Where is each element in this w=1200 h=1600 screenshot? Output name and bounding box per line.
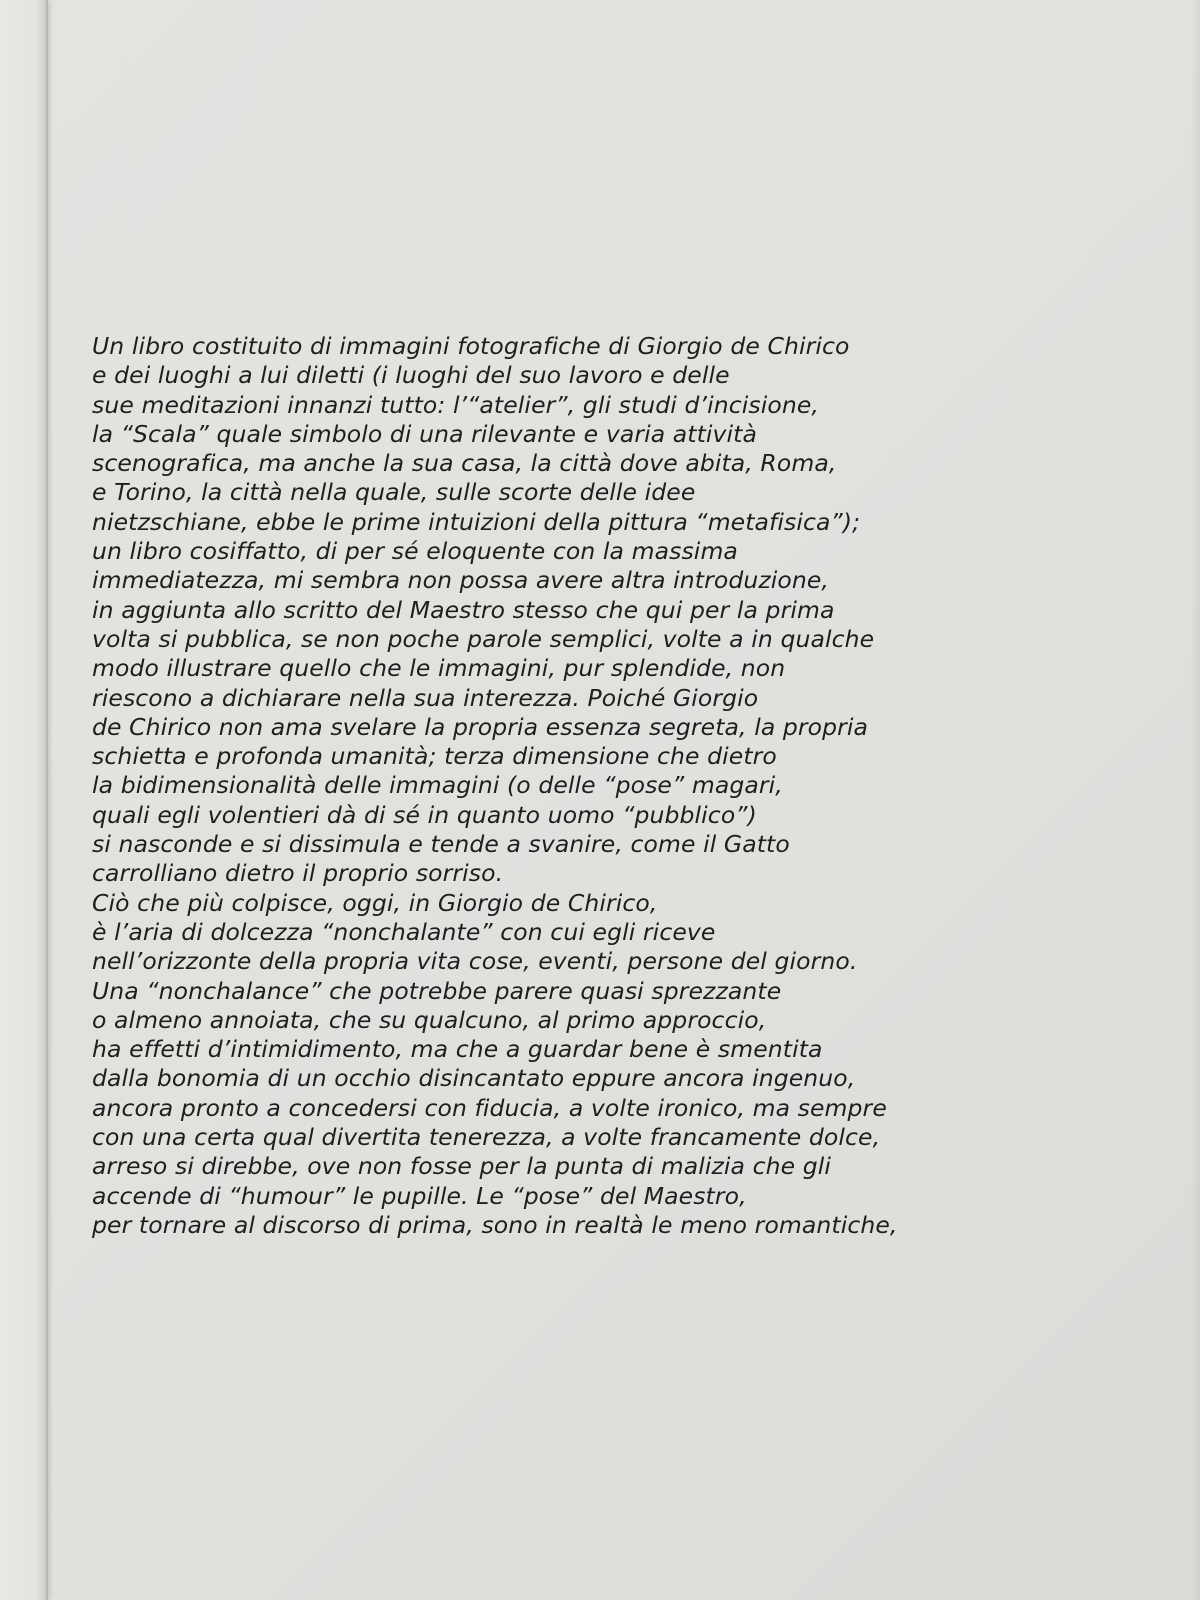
text-line: nell’orizzonte della propria vita cose, eventi, persone del giorno.: [92, 947, 858, 976]
text-line: ancora pronto a concedersi con fiducia, a volte ironico, ma sempre: [92, 1093, 887, 1122]
text-line: e dei luoghi a lui diletti (i luoghi del suo lavoro e delle: [92, 361, 730, 390]
text-line: la bidimensionalità delle immagini (o delle “pose” magari,: [92, 771, 783, 800]
text-line: sue meditazioni innanzi tutto: l’“atelier”, gli studi d’incisione,: [92, 390, 819, 419]
text-line: ha effetti d’intimidimento, ma che a guardar bene è smentita: [92, 1035, 823, 1064]
text-line: riescono a dichiarare nella sua interezza. Poiché Giorgio: [92, 683, 759, 712]
text-line: e Torino, la città nella quale, sulle scorte delle idee: [92, 478, 696, 507]
text-line: nietzschiane, ebbe le prime intuizioni della pittura “metafisica”);: [92, 507, 861, 536]
text-line: arreso si direbbe, ove non fosse per la punta di malizia che gli: [92, 1152, 832, 1181]
text-line: in aggiunta allo scritto del Maestro stesso che qui per la prima: [92, 595, 835, 624]
book-binding-gutter: [0, 0, 48, 1600]
text-line: con una certa qual divertita tenerezza, a volte francamente dolce,: [92, 1123, 881, 1152]
text-line: modo illustrare quello che le immagini, pur splendide, non: [92, 654, 786, 683]
text-line: schietta e profonda umanità; terza dimensione che dietro: [92, 742, 777, 771]
text-line: si nasconde e si dissimula e tende a svanire, come il Gatto: [92, 830, 790, 859]
text-line: Una “nonchalance” che potrebbe parere quasi sprezzante: [92, 976, 782, 1005]
text-line: dalla bonomia di un occhio disincantato eppure ancora ingenuo,: [92, 1064, 856, 1093]
body-text: [92, 332, 1032, 1240]
text-line: o almeno annoiata, che su qualcuno, al primo approccio,: [92, 1005, 767, 1034]
text-line: accende di “humour” le pupille. Le “pose” del Maestro,: [92, 1181, 747, 1210]
text-line: Un libro costituito di immagini fotografiche di Giorgio de Chirico: [92, 332, 850, 360]
text-line: de Chirico non ama svelare la propria essenza segreta, la propria: [92, 712, 869, 741]
text-line: è l’aria di dolcezza “nonchalante” con cui egli riceve: [92, 917, 716, 946]
text-line: Ciò che più colpisce, oggi, in Giorgio de Chirico,: [92, 888, 658, 917]
text-line: la “Scala” quale simbolo di una rilevante e varia attività: [92, 419, 757, 448]
text-line: quali egli volentieri dà di sé in quanto uomo “pubblico”): [92, 800, 757, 829]
text-line: un libro cosiffatto, di per sé eloquente con la massima: [92, 537, 738, 566]
text-line: carrolliano dietro il proprio sorriso.: [92, 859, 504, 888]
text-line: volta si pubblica, se non poche parole semplici, volte a in qualche: [92, 624, 875, 653]
text-line: per tornare al discorso di prima, sono in realtà le meno romantiche,: [92, 1210, 898, 1239]
text-line: scenografica, ma anche la sua casa, la città dove abita, Roma,: [92, 449, 837, 478]
page-edge-shadow: [1190, 0, 1200, 1600]
text-line: immediatezza, mi sembra non possa avere altra introduzione,: [92, 566, 830, 595]
